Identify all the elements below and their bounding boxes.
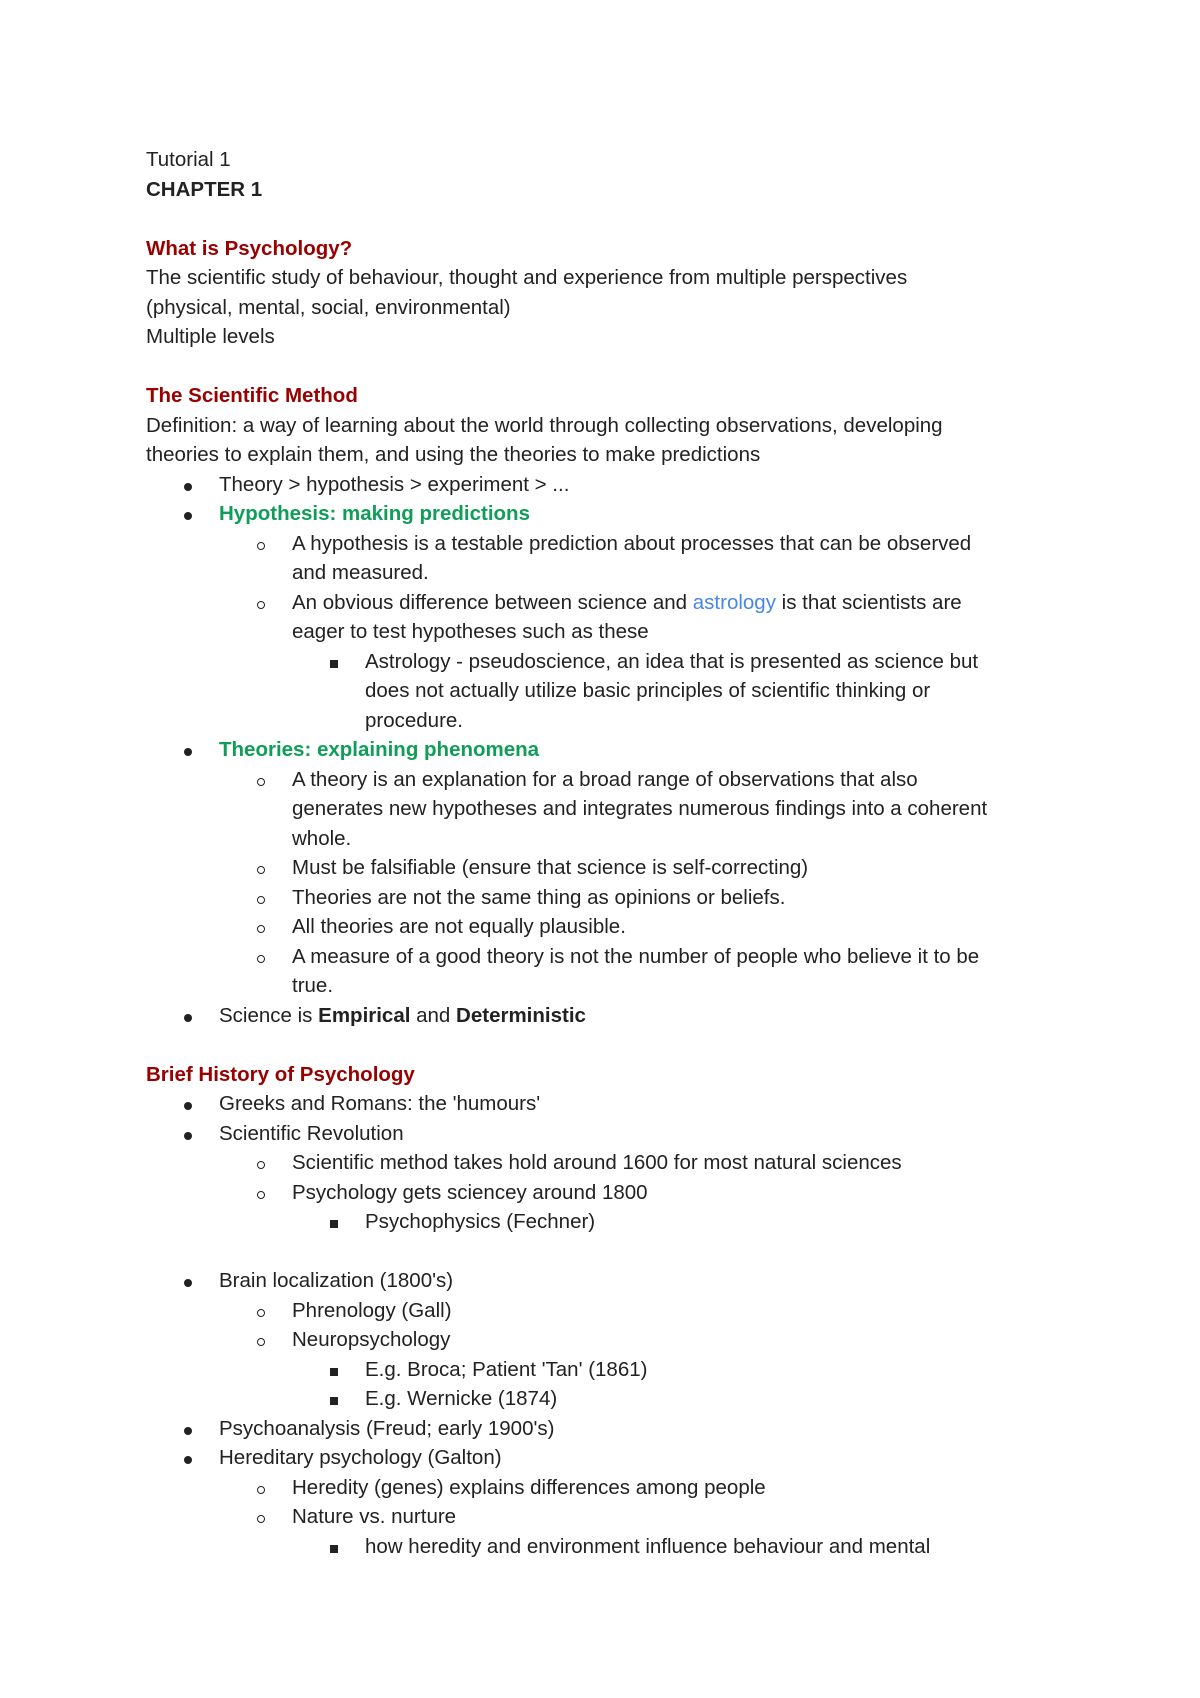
list-item: Theory > hypothesis > experiment > ... bbox=[146, 470, 1076, 500]
circle-bullet-icon bbox=[257, 896, 265, 904]
list-item: how heredity and environment influence behaviour and mental bbox=[146, 1532, 1076, 1562]
bullet-icon bbox=[184, 1427, 192, 1435]
list-item: Psychology gets sciencey around 1800 bbox=[146, 1178, 1076, 1208]
circle-bullet-icon bbox=[257, 955, 265, 963]
subheading-theories: Theories: explaining phenomena bbox=[219, 738, 540, 761]
circle-bullet-icon bbox=[257, 1161, 265, 1169]
paragraph-line: Multiple levels bbox=[146, 325, 275, 348]
bullet-icon bbox=[184, 1014, 192, 1022]
section-heading-what-is-psychology: What is Psychology? bbox=[146, 236, 353, 260]
paragraph-line: theories to explain them, and using the theories to make predictions bbox=[146, 443, 761, 466]
list-item: Psychoanalysis (Freud; early 1900's) bbox=[146, 1414, 1076, 1444]
paragraph-line: Definition: a way of learning about the world through collecting observations, developing bbox=[146, 413, 943, 437]
subheading-hypothesis: Hypothesis: making predictions bbox=[219, 502, 530, 525]
section-heading-scientific-method: The Scientific Method bbox=[146, 384, 358, 407]
list-item: Hereditary psychology (Galton) bbox=[146, 1443, 1076, 1473]
list-item: Science is Empirical and Deterministic bbox=[146, 1001, 1076, 1031]
square-bullet-icon bbox=[330, 1397, 338, 1405]
list-item bbox=[146, 735, 1076, 765]
paragraph-line: The scientific study of behaviour, thought and experience from multiple perspectives bbox=[146, 266, 908, 289]
list-item: Must be falsifiable (ensure that science is self-correcting) bbox=[146, 853, 1076, 883]
list-item: Brain localization (1800's) bbox=[146, 1266, 1076, 1296]
paragraph-line: (physical, mental, social, environmental) bbox=[146, 295, 511, 319]
list-item: Scientific Revolution bbox=[146, 1119, 1076, 1149]
chapter-title: CHAPTER 1 bbox=[146, 177, 263, 201]
list-item: All theories are not equally plausible. bbox=[146, 912, 1076, 942]
bullet-icon bbox=[184, 1456, 192, 1464]
tutorial-label: Tutorial 1 bbox=[146, 148, 231, 171]
circle-bullet-icon bbox=[257, 1515, 265, 1523]
square-bullet-icon bbox=[330, 1368, 338, 1376]
list-item: A theory is an explanation for a broad range of observations that also generates new hypotheses and integrates numerous findings into a coherent whole. bbox=[146, 765, 1076, 854]
circle-bullet-icon bbox=[257, 866, 265, 874]
bullet-icon bbox=[184, 1279, 192, 1287]
list-item: Heredity (genes) explains differences among people bbox=[146, 1473, 1076, 1503]
bullet-icon bbox=[184, 748, 192, 756]
document-body bbox=[146, 145, 1076, 1561]
list-item: Phrenology (Gall) bbox=[146, 1296, 1076, 1326]
circle-bullet-icon bbox=[257, 1191, 265, 1199]
circle-bullet-icon bbox=[257, 1486, 265, 1494]
bullet-icon bbox=[184, 1102, 192, 1110]
square-bullet-icon bbox=[330, 1545, 338, 1553]
list-item: Scientific method takes hold around 1600 for most natural sciences bbox=[146, 1148, 1076, 1178]
list-item: Neuropsychology bbox=[146, 1325, 1076, 1355]
list-item: A measure of a good theory is not the number of people who believe it to be true. bbox=[146, 942, 1076, 1001]
list-item: Astrology - pseudoscience, an idea that is presented as science but does not actually utilize basic principles of scientific thinking or procedure. bbox=[146, 647, 1076, 736]
square-bullet-icon bbox=[330, 1220, 338, 1228]
circle-bullet-icon bbox=[257, 542, 265, 550]
list-item: Greeks and Romans: the 'humours' bbox=[146, 1089, 1076, 1119]
list-item bbox=[146, 499, 1076, 529]
list-item: E.g. Wernicke (1874) bbox=[146, 1384, 1076, 1414]
list-item: A hypothesis is a testable prediction about processes that can be observed and measured. bbox=[146, 529, 1076, 588]
section-heading-brief-history: Brief History of Psychology bbox=[146, 1062, 415, 1086]
bullet-icon bbox=[184, 483, 192, 491]
list-item: Psychophysics (Fechner) bbox=[146, 1207, 1076, 1237]
list-item: Nature vs. nurture bbox=[146, 1502, 1076, 1532]
circle-bullet-icon bbox=[257, 925, 265, 933]
bullet-icon bbox=[184, 1132, 192, 1140]
circle-bullet-icon bbox=[257, 601, 265, 609]
circle-bullet-icon bbox=[257, 778, 265, 786]
circle-bullet-icon bbox=[257, 1338, 265, 1346]
list-item: E.g. Broca; Patient 'Tan' (1861) bbox=[146, 1355, 1076, 1385]
astrology-link[interactable]: astrology bbox=[692, 590, 776, 614]
list-item: An obvious difference between science and astrology is that scientists are eager to test hypotheses such as these bbox=[146, 588, 1076, 647]
list-item: Theories are not the same thing as opinions or beliefs. bbox=[146, 883, 1076, 913]
square-bullet-icon bbox=[330, 660, 338, 668]
bullet-icon bbox=[184, 512, 192, 520]
circle-bullet-icon bbox=[257, 1309, 265, 1317]
